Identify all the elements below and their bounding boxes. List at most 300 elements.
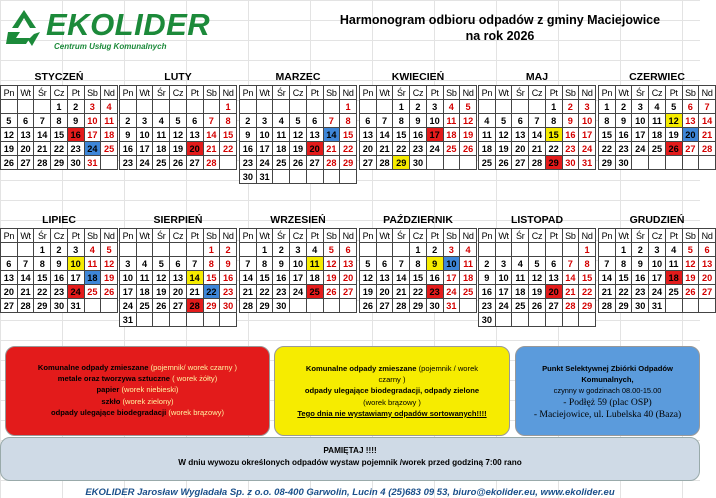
calendar-day: 28 [323, 156, 340, 170]
weekday-header: Sb [323, 229, 340, 243]
calendar-day: 28 [203, 156, 220, 170]
calendar-day: 17 [84, 128, 101, 142]
legend-red-line5-note: (worek brązowy) [166, 407, 225, 417]
weekday-header: Nd [460, 229, 477, 243]
calendar-day: 11 [665, 257, 682, 271]
calendar-day: 3 [136, 114, 153, 128]
weekday-header: Nd [699, 86, 716, 100]
calendar-day: 15 [203, 271, 220, 285]
calendar-day: 9 [220, 257, 237, 271]
calendar-empty-cell [17, 243, 34, 257]
month-8 [119, 213, 237, 327]
calendar-day: 5 [460, 100, 477, 114]
calendar-day: 10 [649, 257, 666, 271]
calendar-day: 30 [632, 299, 649, 313]
calendar-day: 2 [426, 243, 443, 257]
calendar-day: 29 [615, 299, 632, 313]
calendar-empty-cell [240, 100, 257, 114]
calendar-day: 16 [120, 142, 137, 156]
calendar-day: 14 [529, 128, 546, 142]
calendar-day: 26 [360, 299, 377, 313]
weekday-header: Pn [120, 86, 137, 100]
weekday-header: Pt [665, 229, 682, 243]
calendar-day: 21 [562, 285, 579, 299]
calendar-day: 22 [545, 142, 562, 156]
calendar-day: 26 [665, 142, 682, 156]
calendar-day: 11 [512, 271, 529, 285]
calendar-day: 15 [393, 128, 410, 142]
calendar-day: 11 [153, 128, 170, 142]
calendar-day: 7 [562, 257, 579, 271]
calendar-day: 15 [599, 128, 616, 142]
calendar-empty-cell [136, 313, 153, 327]
calendar-day: 3 [495, 257, 512, 271]
calendar-day: 13 [170, 271, 187, 285]
calendar-empty-cell [649, 156, 666, 170]
calendar-day: 1 [51, 100, 68, 114]
calendar-day: 2 [240, 114, 257, 128]
weekday-header: Wt [17, 86, 34, 100]
calendar-day: 16 [632, 271, 649, 285]
calendar-day: 1 [34, 243, 51, 257]
weekday-header: Nd [101, 86, 118, 100]
calendar-day: 9 [240, 128, 257, 142]
calendar-day: 1 [545, 100, 562, 114]
calendar-day: 27 [1, 299, 18, 313]
calendar-day: 8 [393, 114, 410, 128]
weekday-header: Wt [256, 86, 273, 100]
calendar-day: 17 [136, 142, 153, 156]
calendar-day: 17 [67, 271, 84, 285]
calendar-day: 20 [699, 271, 716, 285]
calendar-empty-cell [632, 156, 649, 170]
calendar-empty-cell [545, 313, 562, 327]
calendar-day: 9 [562, 114, 579, 128]
calendar-day: 20 [340, 271, 357, 285]
calendar-day: 19 [323, 271, 340, 285]
weekday-header: Nd [579, 229, 596, 243]
calendar-day: 25 [649, 142, 666, 156]
calendar-empty-cell [529, 243, 546, 257]
calendar-day: 5 [360, 257, 377, 271]
month-6 [598, 70, 716, 170]
calendar-day: 17 [649, 271, 666, 285]
calendar-empty-cell [579, 313, 596, 327]
calendar-day: 8 [599, 114, 616, 128]
calendar-day: 11 [306, 257, 323, 271]
calendar-day: 29 [410, 299, 427, 313]
calendar-day: 9 [410, 114, 427, 128]
calendar-day: 15 [51, 128, 68, 142]
calendar-day: 30 [562, 156, 579, 170]
legend-red-line3-note: (worek niebieski) [119, 385, 179, 395]
calendar-day: 17 [256, 142, 273, 156]
weekday-header: Śr [512, 86, 529, 100]
calendar-day: 29 [203, 299, 220, 313]
calendar-day: 30 [615, 156, 632, 170]
weekday-header: Śr [273, 86, 290, 100]
weekday-header: Sb [562, 229, 579, 243]
calendar-day: 17 [443, 271, 460, 285]
calendar-day: 18 [306, 271, 323, 285]
calendar-day: 26 [682, 285, 699, 299]
month-table [598, 228, 716, 313]
calendar-day: 26 [1, 156, 18, 170]
weekday-header: Wt [376, 229, 393, 243]
calendar-day: 29 [599, 156, 616, 170]
month-table [0, 85, 118, 170]
weekday-header: Śr [153, 229, 170, 243]
calendar-day: 24 [120, 299, 137, 313]
calendar-day: 26 [290, 156, 307, 170]
weekday-header: Śr [393, 229, 410, 243]
weekday-header: Cz [410, 86, 427, 100]
calendar-empty-cell [495, 243, 512, 257]
calendar-day: 3 [67, 243, 84, 257]
calendar-day: 21 [240, 285, 257, 299]
month-2 [119, 70, 237, 170]
calendar-day: 10 [84, 114, 101, 128]
title-line-1: Harmonogram odbioru odpadów z gminy Maciejowice [339, 13, 661, 27]
weekday-header: Pt [306, 86, 323, 100]
calendar-day: 14 [186, 271, 203, 285]
calendar-day: 10 [495, 271, 512, 285]
calendar-day: 19 [170, 142, 187, 156]
calendar-day: 2 [220, 243, 237, 257]
calendar-empty-cell [101, 156, 118, 170]
calendar-day: 12 [665, 114, 682, 128]
pszok-title-line2: Komunalnych, [581, 375, 634, 385]
calendar-day: 17 [426, 128, 443, 142]
legend-yellow-line4: (worek brązowy ) [363, 397, 421, 407]
weekday-header: Nd [579, 86, 596, 100]
calendar-day: 29 [51, 156, 68, 170]
calendar-day: 31 [67, 299, 84, 313]
month-table [598, 85, 716, 170]
calendar-day: 15 [34, 271, 51, 285]
calendar-day: 23 [120, 156, 137, 170]
calendar-day: 7 [186, 257, 203, 271]
calendar-day: 27 [170, 299, 187, 313]
calendar-day: 28 [186, 299, 203, 313]
calendar-empty-cell [256, 100, 273, 114]
calendar-day: 11 [84, 257, 101, 271]
calendar-day: 22 [203, 285, 220, 299]
legend-red-line4: szkło [101, 396, 121, 406]
calendar-day: 8 [203, 257, 220, 271]
calendar-day: 10 [136, 128, 153, 142]
weekday-header: Pn [599, 86, 616, 100]
calendar-day: 10 [579, 114, 596, 128]
calendar-day: 3 [426, 100, 443, 114]
calendar-empty-cell [323, 100, 340, 114]
calendar-day: 6 [170, 257, 187, 271]
calendar-day: 16 [479, 285, 496, 299]
weekday-header: Cz [410, 229, 427, 243]
calendar-day: 13 [306, 128, 323, 142]
calendar-day: 13 [376, 271, 393, 285]
weekday-header: Pt [426, 229, 443, 243]
calendar-empty-cell [220, 313, 237, 327]
calendar-empty-cell [426, 156, 443, 170]
calendar-day: 12 [529, 271, 546, 285]
legend-yellow-box [274, 346, 510, 436]
weekday-header: Pt [545, 86, 562, 100]
weekday-header: Nd [699, 229, 716, 243]
calendar-day: 23 [615, 142, 632, 156]
calendar-day: 19 [1, 142, 18, 156]
calendar-day: 22 [579, 285, 596, 299]
calendar-day: 28 [599, 299, 616, 313]
calendar-day: 7 [529, 114, 546, 128]
calendar-day: 18 [665, 271, 682, 285]
calendar-day: 24 [426, 142, 443, 156]
pszok-location-2: - Maciejowice, ul. Lubelska 40 (Baza) [533, 408, 682, 420]
calendar-day: 18 [649, 128, 666, 142]
weekday-header: Śr [34, 229, 51, 243]
legend-red-line4-note: (worek zielony) [120, 396, 174, 406]
weekday-header: Cz [170, 86, 187, 100]
calendar-day: 14 [599, 271, 616, 285]
title-line-2: na rok 2026 [465, 29, 535, 43]
calendar-day: 23 [67, 142, 84, 156]
calendar-day: 25 [665, 285, 682, 299]
calendar-day: 29 [256, 299, 273, 313]
weekday-header: Sb [323, 86, 340, 100]
calendar-day: 28 [17, 299, 34, 313]
calendar-empty-cell [306, 170, 323, 184]
calendar-empty-cell [170, 243, 187, 257]
calendar-empty-cell [360, 100, 377, 114]
weekday-header: Cz [290, 86, 307, 100]
calendar-day: 13 [17, 128, 34, 142]
calendar-day: 1 [599, 100, 616, 114]
calendar-day: 14 [562, 271, 579, 285]
month-table [119, 228, 237, 327]
calendar-day: 22 [256, 285, 273, 299]
calendar-day: 6 [1, 257, 18, 271]
calendar-empty-cell [699, 299, 716, 313]
calendar-empty-cell [376, 243, 393, 257]
calendar-day: 24 [649, 285, 666, 299]
weekday-header: Pn [1, 86, 18, 100]
calendar-day: 13 [186, 128, 203, 142]
calendar-day: 9 [632, 257, 649, 271]
calendar-empty-cell [170, 313, 187, 327]
calendar-day: 19 [665, 128, 682, 142]
calendar-day: 14 [323, 128, 340, 142]
calendar-day: 7 [323, 114, 340, 128]
calendar-day: 16 [240, 142, 257, 156]
calendar-day: 6 [360, 114, 377, 128]
calendar-day: 6 [512, 114, 529, 128]
calendar-day: 11 [460, 257, 477, 271]
calendar-day: 20 [682, 128, 699, 142]
calendar-day: 27 [360, 156, 377, 170]
calendar-empty-cell [153, 243, 170, 257]
calendar-day: 14 [376, 128, 393, 142]
calendar-day: 18 [101, 128, 118, 142]
calendar-day: 13 [1, 271, 18, 285]
calendar-day: 18 [479, 142, 496, 156]
calendar-empty-cell [665, 299, 682, 313]
calendar-day: 4 [306, 243, 323, 257]
calendar-day: 12 [460, 114, 477, 128]
calendar-day: 4 [460, 243, 477, 257]
calendar-empty-cell [290, 170, 307, 184]
calendar-day: 24 [84, 142, 101, 156]
calendar-empty-cell [136, 243, 153, 257]
calendar-day: 26 [529, 299, 546, 313]
calendar-day: 4 [153, 114, 170, 128]
month-name: CZERWIEC [629, 71, 685, 83]
calendar-day: 9 [67, 114, 84, 128]
calendar-day: 24 [290, 285, 307, 299]
weekday-header: Pt [67, 229, 84, 243]
calendar-day: 23 [273, 285, 290, 299]
calendar-day: 22 [599, 142, 616, 156]
calendar-day: 1 [203, 243, 220, 257]
weekday-header: Śr [153, 86, 170, 100]
calendar-day: 12 [153, 271, 170, 285]
calendar-day: 4 [649, 100, 666, 114]
calendar-day: 7 [34, 114, 51, 128]
weekday-header: Sb [682, 86, 699, 100]
calendar-empty-cell [203, 100, 220, 114]
weekday-header: Wt [256, 229, 273, 243]
legend-red-line2: metale oraz tworzywa sztuczne [57, 374, 170, 384]
calendar-day: 9 [479, 271, 496, 285]
calendar-day: 21 [699, 128, 716, 142]
legend-red-line2-note: ( worek żółty) [170, 374, 218, 384]
calendar-day: 2 [632, 243, 649, 257]
calendar-day: 29 [34, 299, 51, 313]
weekday-header: Wt [495, 86, 512, 100]
month-name: SIERPIEŃ [153, 214, 203, 226]
calendar-day: 8 [410, 257, 427, 271]
logo [2, 4, 232, 52]
calendar-day: 21 [34, 142, 51, 156]
weekday-header: Pn [360, 229, 377, 243]
calendar-empty-cell [290, 299, 307, 313]
calendar-day: 25 [512, 299, 529, 313]
calendar-day: 30 [220, 299, 237, 313]
legend-red-line5: odpady ulegające biodegradacji [50, 407, 167, 417]
calendar-day: 28 [376, 156, 393, 170]
calendar-day: 5 [323, 243, 340, 257]
calendar-day: 28 [240, 299, 257, 313]
calendar-empty-cell [495, 100, 512, 114]
calendar-day: 28 [562, 299, 579, 313]
calendar-empty-cell [153, 313, 170, 327]
calendar-day: 13 [682, 114, 699, 128]
recycle-logo-icon [2, 6, 46, 50]
calendar-day: 27 [306, 156, 323, 170]
calendar-day: 11 [101, 114, 118, 128]
calendar-empty-cell [562, 313, 579, 327]
calendar-day: 6 [682, 100, 699, 114]
calendar-empty-cell [101, 299, 118, 313]
calendar-empty-cell [529, 100, 546, 114]
calendar-empty-cell [203, 313, 220, 327]
calendar-day: 18 [153, 142, 170, 156]
calendar-day: 9 [51, 257, 68, 271]
calendar-day: 30 [410, 156, 427, 170]
calendar-day: 10 [67, 257, 84, 271]
calendar-day: 4 [136, 257, 153, 271]
weekday-header: Pt [665, 86, 682, 100]
calendar-day: 30 [67, 156, 84, 170]
calendar-day: 14 [17, 271, 34, 285]
calendar-day: 24 [495, 299, 512, 313]
calendar-empty-cell [323, 299, 340, 313]
weekday-header: Cz [51, 86, 68, 100]
calendar-empty-cell [290, 100, 307, 114]
calendar-day: 22 [410, 285, 427, 299]
calendar-day: 23 [410, 142, 427, 156]
calendar-day: 30 [273, 299, 290, 313]
calendar-day: 3 [120, 257, 137, 271]
weekday-header: Śr [34, 86, 51, 100]
weekday-header: Sb [562, 86, 579, 100]
calendar-day: 2 [410, 100, 427, 114]
month-name: PAŹDZIERNIK [383, 214, 453, 226]
calendar-day: 12 [290, 128, 307, 142]
calendar-empty-cell [273, 170, 290, 184]
calendar-day: 10 [443, 257, 460, 271]
calendar-empty-cell [34, 100, 51, 114]
notice-heading: PAMIĘTAJ !!!! [323, 446, 377, 455]
calendar-day: 19 [682, 271, 699, 285]
calendar-day: 5 [682, 243, 699, 257]
calendar-day: 7 [203, 114, 220, 128]
calendar-empty-cell [495, 313, 512, 327]
weekday-header: Pt [186, 86, 203, 100]
calendar-empty-cell [665, 156, 682, 170]
calendar-day: 15 [220, 128, 237, 142]
month-name: LUTY [164, 71, 192, 83]
month-table [239, 228, 357, 313]
calendar-empty-cell [306, 100, 323, 114]
calendar-day: 10 [632, 114, 649, 128]
calendar-empty-cell [240, 243, 257, 257]
calendar-day: 1 [340, 100, 357, 114]
calendar-day: 12 [170, 128, 187, 142]
calendar-day: 16 [426, 271, 443, 285]
legend-red-line3: papier [96, 385, 120, 395]
calendar-empty-cell [479, 243, 496, 257]
calendar-empty-cell [1, 243, 18, 257]
calendar-day: 1 [220, 100, 237, 114]
calendar-day: 21 [393, 285, 410, 299]
calendar-day: 31 [84, 156, 101, 170]
calendar-day: 21 [17, 285, 34, 299]
weekday-header: Nd [460, 86, 477, 100]
month-table [359, 85, 477, 170]
calendar-day: 4 [479, 114, 496, 128]
legend-red-line1-note: (pojemnik/ worek czarny ) [148, 363, 238, 372]
calendar-day: 7 [393, 257, 410, 271]
calendar-day: 30 [51, 299, 68, 313]
calendar-day: 28 [699, 142, 716, 156]
calendar-day: 20 [376, 285, 393, 299]
calendar-empty-cell [479, 100, 496, 114]
calendar-day: 4 [665, 243, 682, 257]
calendar-empty-cell [599, 243, 616, 257]
calendar-day: 19 [495, 142, 512, 156]
calendar-empty-cell [120, 100, 137, 114]
weekday-header: Sb [443, 229, 460, 243]
